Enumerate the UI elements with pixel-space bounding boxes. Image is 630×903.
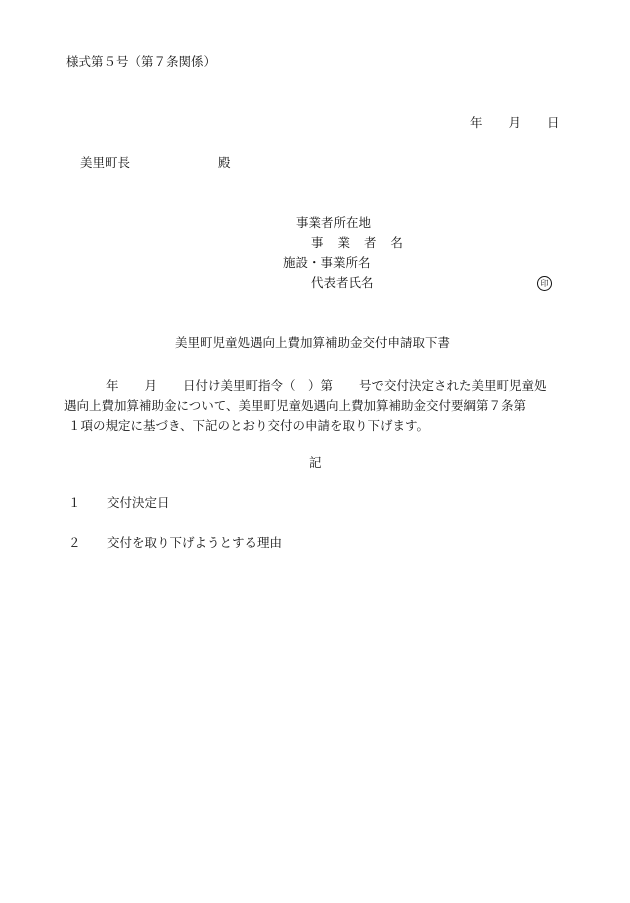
document-title: 美里町児童処遇向上費加算補助金交付申請取下書 xyxy=(175,335,451,350)
addressee xyxy=(80,157,231,170)
list-item xyxy=(68,537,282,550)
body-line-2: 遇向上費加算補助金について、美里町児童処遇向上費加算補助金交付要綱第７条第 xyxy=(64,398,527,413)
applicant-address-label: 事業者所在地 xyxy=(296,215,372,230)
body-line1-end: 号で交付決定された美里町児童処 xyxy=(359,378,547,393)
applicant-representative-label: 代表者氏名 xyxy=(311,275,374,290)
body-line-1 xyxy=(66,376,586,396)
applicant-facility-label: 施設・事業所名 xyxy=(283,255,371,270)
body-line-3: １項の規定に基づき、下記のとおり交付の申請を取り下げます。 xyxy=(68,418,430,433)
form-number: 様式第５号（第７条関係） xyxy=(66,54,217,69)
date-line xyxy=(470,117,560,130)
list-item xyxy=(68,497,170,510)
body-month-label: 月 xyxy=(144,378,158,393)
applicant-name-label: 事 業 者 名 xyxy=(311,235,408,250)
date-year-label: 年 xyxy=(470,115,483,130)
addressee-honorific: 殿 xyxy=(218,155,231,170)
date-day-label: 日 xyxy=(547,115,560,130)
addressee-name: 美里町長 xyxy=(80,155,131,170)
seal-mark-icon: 印 xyxy=(537,276,552,291)
list-item-label: 交付決定日 xyxy=(107,495,170,510)
body-ref-text: 日付け美里町指令（ ）第 xyxy=(183,378,334,393)
body-paragraph xyxy=(66,376,586,436)
ki-heading: 記 xyxy=(309,455,322,470)
body-year-label: 年 xyxy=(106,378,119,393)
list-item-number: ２ xyxy=(68,535,81,550)
date-month-label: 月 xyxy=(508,115,522,130)
list-item-number: １ xyxy=(68,495,81,510)
list-item-label: 交付を取り下げようとする理由 xyxy=(107,535,283,550)
